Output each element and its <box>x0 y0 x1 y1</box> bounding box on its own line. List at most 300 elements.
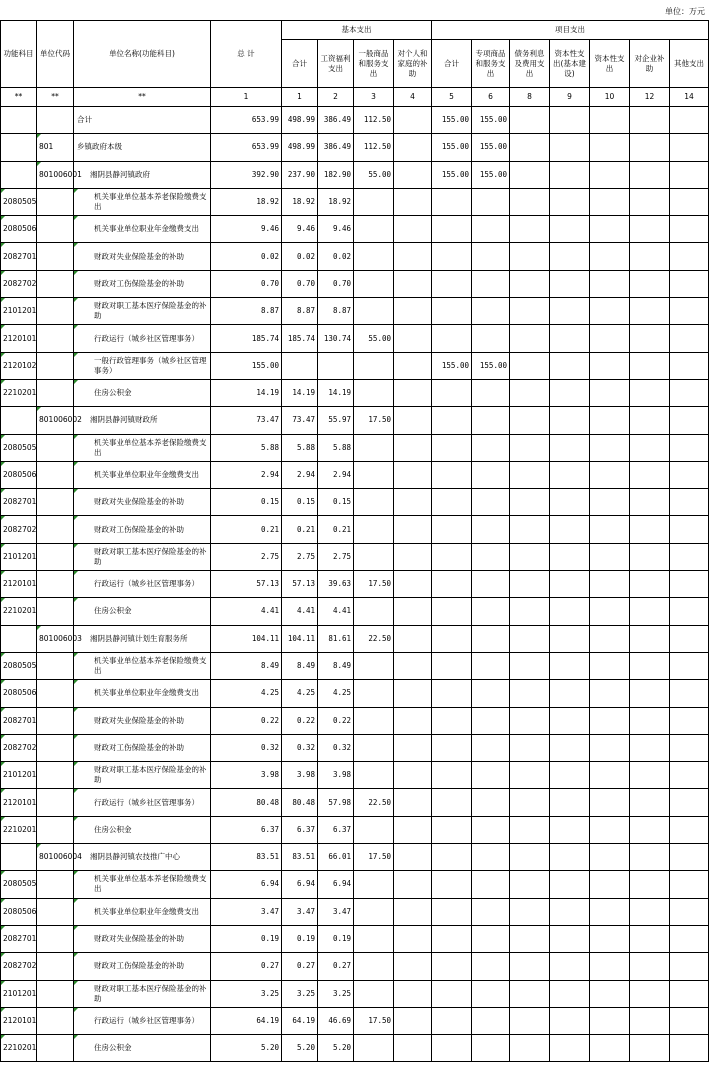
header-total: 总 计 <box>211 21 282 88</box>
amount-cell-p-ent <box>630 107 670 134</box>
amount-cell-p-goods: 155.00 <box>472 352 510 379</box>
table-row <box>1 543 709 570</box>
unit-name-cell: 财政对失业保险基金的补助 <box>74 489 211 516</box>
unit-name-cell: 财政对职工基本医疗保险基金的补助 <box>74 762 211 789</box>
func-code-cell: 2120101 <box>1 325 37 352</box>
amount-cell-b-personal <box>394 188 432 215</box>
amount-cell-b-personal <box>394 980 432 1007</box>
amount-cell-b-wage: 3.25 <box>318 980 354 1007</box>
unit-name-cell: 住房公积金 <box>74 816 211 843</box>
index-cell: 8 <box>510 88 550 107</box>
amount-cell-total: 6.94 <box>211 871 282 898</box>
amount-cell-p-debt <box>510 407 550 434</box>
amount-cell-p-debt <box>510 1035 550 1062</box>
index-cell: 4 <box>394 88 432 107</box>
amount-cell-p-ent <box>630 461 670 488</box>
amount-cell-total: 64.19 <box>211 1007 282 1034</box>
amount-cell-b-goods <box>354 734 394 761</box>
amount-cell-p-cap <box>590 762 630 789</box>
amount-cell-p-goods <box>472 270 510 297</box>
amount-cell-b-wage: 46.69 <box>318 1007 354 1034</box>
index-cell: 3 <box>354 88 394 107</box>
amount-cell-p-goods <box>472 516 510 543</box>
header-project: 项目支出 <box>432 21 709 40</box>
index-cell: 10 <box>590 88 630 107</box>
amount-cell-p-ent <box>630 1007 670 1034</box>
amount-cell-p-debt <box>510 270 550 297</box>
table-row <box>1 379 709 406</box>
amount-cell-p-ent <box>630 1035 670 1062</box>
amount-cell-p-oth <box>670 407 709 434</box>
unit-code-cell: 801006004 <box>37 844 74 871</box>
header-unit-code: 单位代码 <box>37 21 74 88</box>
func-code-cell: 2101201 <box>1 762 37 789</box>
amount-cell-p-cb <box>550 871 590 898</box>
amount-cell-p-total <box>432 243 472 270</box>
index-cell: ** <box>37 88 74 107</box>
unit-code-cell <box>37 434 74 461</box>
amount-cell-b-personal <box>394 543 432 570</box>
amount-cell-p-cb <box>550 516 590 543</box>
amount-cell-total: 0.21 <box>211 516 282 543</box>
amount-cell-total: 392.90 <box>211 161 282 188</box>
amount-cell-b-personal <box>394 789 432 816</box>
unit-name-cell: 财政对工伤保险基金的补助 <box>74 516 211 543</box>
amount-cell-p-oth <box>670 571 709 598</box>
func-code-cell: 2120102 <box>1 352 37 379</box>
amount-cell-p-goods <box>472 898 510 925</box>
unit-code-cell: 801006003 <box>37 625 74 652</box>
func-code-cell: 2080506 <box>1 680 37 707</box>
amount-cell-p-total <box>432 707 472 734</box>
amount-cell-b-wage: 39.63 <box>318 571 354 598</box>
index-cell: 6 <box>472 88 510 107</box>
amount-cell-total: 18.92 <box>211 188 282 215</box>
amount-cell-p-cb <box>550 352 590 379</box>
amount-cell-p-oth <box>670 925 709 952</box>
amount-cell-p-debt <box>510 352 550 379</box>
amount-cell-b-total: 8.49 <box>282 652 318 679</box>
table-row <box>1 352 709 379</box>
unit-name-cell: 行政运行（城乡社区管理事务） <box>74 571 211 598</box>
header-project-capital: 资本性支出 <box>590 40 630 88</box>
unit-code-cell <box>37 925 74 952</box>
table-row <box>1 953 709 980</box>
table-row <box>1 625 709 652</box>
amount-cell-p-total <box>432 871 472 898</box>
amount-cell-p-cb <box>550 980 590 1007</box>
amount-cell-p-total: 155.00 <box>432 161 472 188</box>
amount-cell-p-cb <box>550 844 590 871</box>
amount-cell-b-total: 498.99 <box>282 107 318 134</box>
unit-name-cell: 行政运行（城乡社区管理事务） <box>74 1007 211 1034</box>
amount-cell-b-goods <box>354 816 394 843</box>
amount-cell-b-personal <box>394 298 432 325</box>
amount-cell-b-wage: 182.90 <box>318 161 354 188</box>
amount-cell-p-total <box>432 571 472 598</box>
amount-cell-p-ent <box>630 680 670 707</box>
amount-cell-p-goods <box>472 1007 510 1034</box>
table-row <box>1 516 709 543</box>
unit-code-cell <box>37 652 74 679</box>
amount-cell-p-ent <box>630 243 670 270</box>
amount-cell-p-total <box>432 925 472 952</box>
amount-cell-p-goods <box>472 325 510 352</box>
amount-cell-b-personal <box>394 216 432 243</box>
unit-name-cell: 湘阴县静河镇农技推广中心 <box>74 844 211 871</box>
func-code-cell: 2082702 <box>1 734 37 761</box>
amount-cell-b-personal <box>394 844 432 871</box>
amount-cell-p-goods <box>472 844 510 871</box>
amount-cell-p-cb <box>550 1007 590 1034</box>
header-basic-wage: 工资福利支出 <box>318 40 354 88</box>
amount-cell-b-total: 2.94 <box>282 461 318 488</box>
amount-cell-total: 2.94 <box>211 461 282 488</box>
amount-cell-p-oth <box>670 980 709 1007</box>
amount-cell-p-goods <box>472 298 510 325</box>
unit-code-cell <box>37 898 74 925</box>
amount-cell-p-cb <box>550 434 590 461</box>
amount-cell-p-cap <box>590 953 630 980</box>
amount-cell-b-wage: 130.74 <box>318 325 354 352</box>
amount-cell-p-cap <box>590 980 630 1007</box>
amount-cell-p-total <box>432 407 472 434</box>
amount-cell-p-debt <box>510 107 550 134</box>
amount-cell-b-goods <box>354 598 394 625</box>
amount-cell-b-total: 4.41 <box>282 598 318 625</box>
amount-cell-p-total <box>432 270 472 297</box>
unit-code-cell <box>37 1035 74 1062</box>
unit-code-cell <box>37 816 74 843</box>
amount-cell-b-personal <box>394 270 432 297</box>
amount-cell-p-total <box>432 844 472 871</box>
amount-cell-p-oth <box>670 434 709 461</box>
amount-cell-p-oth <box>670 134 709 161</box>
amount-cell-p-cb <box>550 707 590 734</box>
amount-cell-p-total <box>432 598 472 625</box>
amount-cell-b-wage: 8.49 <box>318 652 354 679</box>
amount-cell-p-debt <box>510 188 550 215</box>
amount-cell-p-goods <box>472 871 510 898</box>
amount-cell-p-total <box>432 625 472 652</box>
table-row <box>1 161 709 188</box>
amount-cell-p-total <box>432 1007 472 1034</box>
amount-cell-p-goods <box>472 379 510 406</box>
amount-cell-p-cb <box>550 543 590 570</box>
amount-cell-total: 80.48 <box>211 789 282 816</box>
amount-cell-p-cap <box>590 816 630 843</box>
table-row <box>1 925 709 952</box>
unit-code-cell <box>37 871 74 898</box>
amount-cell-b-wage: 2.94 <box>318 461 354 488</box>
amount-cell-p-total <box>432 188 472 215</box>
amount-cell-b-goods: 17.50 <box>354 1007 394 1034</box>
amount-cell-total: 104.11 <box>211 625 282 652</box>
amount-cell-total: 8.49 <box>211 652 282 679</box>
amount-cell-p-total <box>432 379 472 406</box>
table-row <box>1 325 709 352</box>
index-cell: 1 <box>211 88 282 107</box>
amount-cell-total: 14.19 <box>211 379 282 406</box>
amount-cell-p-ent <box>630 980 670 1007</box>
amount-cell-p-oth <box>670 298 709 325</box>
amount-cell-b-goods <box>354 352 394 379</box>
amount-cell-p-goods: 155.00 <box>472 134 510 161</box>
func-code-cell <box>1 844 37 871</box>
amount-cell-p-cb <box>550 298 590 325</box>
unit-code-cell: 801 <box>37 134 74 161</box>
amount-cell-b-goods <box>354 898 394 925</box>
amount-cell-p-total <box>432 762 472 789</box>
amount-cell-p-goods <box>472 816 510 843</box>
amount-cell-p-total <box>432 489 472 516</box>
amount-cell-b-goods <box>354 680 394 707</box>
amount-cell-b-goods <box>354 1035 394 1062</box>
index-cell: 1 <box>282 88 318 107</box>
unit-name-cell: 住房公积金 <box>74 379 211 406</box>
amount-cell-p-debt <box>510 571 550 598</box>
amount-cell-b-personal <box>394 625 432 652</box>
amount-cell-p-cb <box>550 680 590 707</box>
unit-name-cell: 财政对失业保险基金的补助 <box>74 707 211 734</box>
func-code-cell: 2080505 <box>1 188 37 215</box>
amount-cell-b-personal <box>394 816 432 843</box>
unit-code-cell <box>37 270 74 297</box>
func-code-cell: 2120101 <box>1 789 37 816</box>
amount-cell-p-ent <box>630 379 670 406</box>
amount-cell-p-debt <box>510 1007 550 1034</box>
amount-cell-b-wage: 18.92 <box>318 188 354 215</box>
amount-cell-p-cap <box>590 107 630 134</box>
amount-cell-b-goods <box>354 925 394 952</box>
amount-cell-b-total: 237.90 <box>282 161 318 188</box>
amount-cell-b-wage <box>318 352 354 379</box>
amount-cell-p-total <box>432 898 472 925</box>
index-row <box>1 88 709 107</box>
amount-cell-b-personal <box>394 680 432 707</box>
table-row <box>1 871 709 898</box>
amount-cell-p-ent <box>630 298 670 325</box>
amount-cell-p-goods <box>472 707 510 734</box>
amount-cell-p-goods <box>472 598 510 625</box>
amount-cell-p-ent <box>630 871 670 898</box>
amount-cell-b-wage: 0.70 <box>318 270 354 297</box>
amount-cell-p-ent <box>630 188 670 215</box>
amount-cell-b-goods: 22.50 <box>354 789 394 816</box>
amount-cell-b-wage: 0.19 <box>318 925 354 952</box>
table-row <box>1 1007 709 1034</box>
amount-cell-p-cap <box>590 188 630 215</box>
index-cell: 9 <box>550 88 590 107</box>
amount-cell-b-total: 3.47 <box>282 898 318 925</box>
unit-name-cell: 乡镇政府本级 <box>74 134 211 161</box>
amount-cell-p-total <box>432 434 472 461</box>
func-code-cell: 2082701 <box>1 925 37 952</box>
amount-cell-p-debt <box>510 379 550 406</box>
func-code-cell: 2082702 <box>1 953 37 980</box>
func-code-cell <box>1 625 37 652</box>
amount-cell-b-goods <box>354 652 394 679</box>
amount-cell-b-total: 3.25 <box>282 980 318 1007</box>
amount-cell-p-total <box>432 216 472 243</box>
amount-cell-p-total <box>432 461 472 488</box>
table-row <box>1 571 709 598</box>
amount-cell-p-ent <box>630 325 670 352</box>
amount-cell-p-goods <box>472 1035 510 1062</box>
amount-cell-p-debt <box>510 953 550 980</box>
amount-cell-p-cap <box>590 379 630 406</box>
amount-cell-p-cb <box>550 953 590 980</box>
table-row <box>1 844 709 871</box>
amount-cell-p-cb <box>550 489 590 516</box>
amount-cell-p-oth <box>670 871 709 898</box>
unit-code-cell <box>37 571 74 598</box>
amount-cell-b-wage: 5.20 <box>318 1035 354 1062</box>
amount-cell-p-cb <box>550 407 590 434</box>
amount-cell-b-goods <box>354 980 394 1007</box>
unit-code-cell <box>37 216 74 243</box>
unit-code-cell <box>37 707 74 734</box>
table-row <box>1 598 709 625</box>
amount-cell-total: 0.32 <box>211 734 282 761</box>
amount-cell-b-wage: 3.47 <box>318 898 354 925</box>
amount-cell-p-ent <box>630 434 670 461</box>
amount-cell-p-cap <box>590 1035 630 1062</box>
amount-cell-b-goods <box>354 216 394 243</box>
amount-cell-b-wage: 55.97 <box>318 407 354 434</box>
amount-cell-p-cap <box>590 789 630 816</box>
amount-cell-p-cb <box>550 816 590 843</box>
amount-cell-b-total: 0.21 <box>282 516 318 543</box>
amount-cell-total: 3.98 <box>211 762 282 789</box>
amount-cell-b-personal <box>394 352 432 379</box>
amount-cell-b-personal <box>394 734 432 761</box>
amount-cell-b-goods <box>354 379 394 406</box>
amount-cell-b-total: 80.48 <box>282 789 318 816</box>
unit-name-cell: 机关事业单位职业年金缴费支出 <box>74 680 211 707</box>
amount-cell-b-total: 83.51 <box>282 844 318 871</box>
amount-cell-p-goods <box>472 625 510 652</box>
table-row <box>1 107 709 134</box>
unit-code-cell: 801006002 <box>37 407 74 434</box>
unit-name-cell: 湘阴县静河镇政府 <box>74 161 211 188</box>
amount-cell-b-goods <box>354 243 394 270</box>
unit-name-cell: 财政对职工基本医疗保险基金的补助 <box>74 543 211 570</box>
unit-name-cell: 行政运行（城乡社区管理事务） <box>74 789 211 816</box>
amount-cell-p-goods <box>472 543 510 570</box>
unit-code-cell <box>37 980 74 1007</box>
header-func-code: 功能科目 <box>1 21 37 88</box>
amount-cell-b-total: 6.94 <box>282 871 318 898</box>
amount-cell-p-goods: 155.00 <box>472 161 510 188</box>
unit-name-cell: 住房公积金 <box>74 1035 211 1062</box>
amount-cell-b-goods <box>354 270 394 297</box>
amount-cell-p-debt <box>510 434 550 461</box>
amount-cell-p-ent <box>630 816 670 843</box>
unit-code-cell: 801006001 <box>37 161 74 188</box>
unit-code-cell <box>37 789 74 816</box>
unit-name-cell: 住房公积金 <box>74 598 211 625</box>
amount-cell-p-ent <box>630 216 670 243</box>
amount-cell-p-debt <box>510 489 550 516</box>
amount-cell-p-debt <box>510 816 550 843</box>
amount-cell-p-cb <box>550 1035 590 1062</box>
amount-cell-p-cap <box>590 325 630 352</box>
amount-cell-p-total <box>432 652 472 679</box>
amount-cell-p-oth <box>670 734 709 761</box>
amount-cell-p-cap <box>590 571 630 598</box>
amount-cell-b-goods <box>354 953 394 980</box>
table-row <box>1 243 709 270</box>
amount-cell-b-total: 0.15 <box>282 489 318 516</box>
amount-cell-p-total: 155.00 <box>432 352 472 379</box>
amount-cell-p-oth <box>670 188 709 215</box>
unit-name-cell: 财政对工伤保险基金的补助 <box>74 734 211 761</box>
amount-cell-b-total: 4.25 <box>282 680 318 707</box>
amount-cell-p-ent <box>630 652 670 679</box>
unit-name-cell: 一般行政管理事务（城乡社区管理事务） <box>74 352 211 379</box>
func-code-cell: 2120101 <box>1 571 37 598</box>
amount-cell-total: 5.20 <box>211 1035 282 1062</box>
unit-code-cell <box>37 680 74 707</box>
amount-cell-p-oth <box>670 762 709 789</box>
amount-cell-b-total: 0.32 <box>282 734 318 761</box>
amount-cell-b-total: 104.11 <box>282 625 318 652</box>
amount-cell-p-goods <box>472 953 510 980</box>
amount-cell-b-goods <box>354 762 394 789</box>
header-project-enterprise: 对企业补助 <box>630 40 670 88</box>
amount-cell-p-cb <box>550 325 590 352</box>
unit-name-cell: 湘阴县静河镇财政所 <box>74 407 211 434</box>
amount-cell-b-personal <box>394 953 432 980</box>
func-code-cell <box>1 407 37 434</box>
unit-name-cell: 机关事业单位基本养老保险缴费支出 <box>74 652 211 679</box>
unit-name-cell: 财政对失业保险基金的补助 <box>74 925 211 952</box>
amount-cell-p-goods <box>472 216 510 243</box>
unit-name-cell: 财政对工伤保险基金的补助 <box>74 270 211 297</box>
amount-cell-b-goods: 17.50 <box>354 407 394 434</box>
func-code-cell: 2101201 <box>1 980 37 1007</box>
amount-cell-p-debt <box>510 871 550 898</box>
amount-cell-p-cb <box>550 107 590 134</box>
amount-cell-p-debt <box>510 652 550 679</box>
amount-cell-p-total <box>432 325 472 352</box>
amount-cell-b-wage: 81.61 <box>318 625 354 652</box>
header-unit-name: 单位名称(功能科目) <box>74 21 211 88</box>
amount-cell-b-personal <box>394 379 432 406</box>
table-row <box>1 762 709 789</box>
amount-cell-b-goods <box>354 461 394 488</box>
amount-cell-p-debt <box>510 325 550 352</box>
amount-cell-b-total: 5.88 <box>282 434 318 461</box>
amount-cell-p-total <box>432 1035 472 1062</box>
amount-cell-p-cap <box>590 598 630 625</box>
amount-cell-p-total <box>432 816 472 843</box>
table-row <box>1 461 709 488</box>
amount-cell-b-goods: 55.00 <box>354 161 394 188</box>
table-row <box>1 898 709 925</box>
amount-cell-p-cap <box>590 925 630 952</box>
amount-cell-p-oth <box>670 680 709 707</box>
amount-cell-p-oth <box>670 953 709 980</box>
amount-cell-b-total: 18.92 <box>282 188 318 215</box>
amount-cell-p-ent <box>630 543 670 570</box>
amount-cell-p-oth <box>670 1007 709 1034</box>
amount-cell-total: 73.47 <box>211 407 282 434</box>
amount-cell-p-cap <box>590 652 630 679</box>
amount-cell-b-wage: 2.75 <box>318 543 354 570</box>
amount-cell-b-total: 0.02 <box>282 243 318 270</box>
